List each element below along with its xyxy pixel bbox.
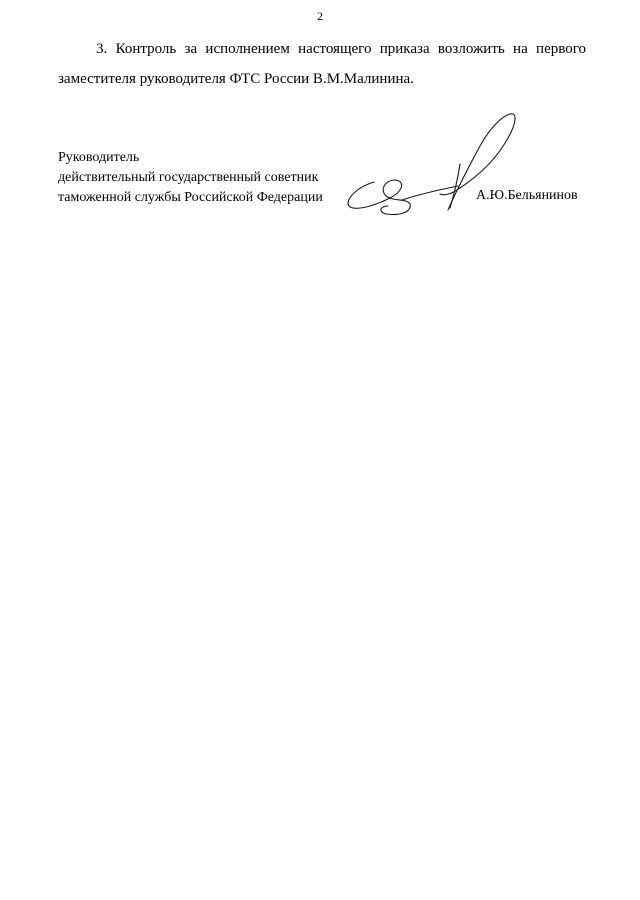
signer-position-line-3: таможенной службы Российской Федерации bbox=[58, 190, 323, 205]
signer-position-line-1: Руководитель bbox=[58, 150, 140, 165]
signer-position-line-2: действительный государственный советник bbox=[58, 170, 319, 185]
signer-name: А.Ю.Бельянинов bbox=[476, 188, 578, 203]
page-number: 2 bbox=[317, 9, 323, 23]
order-paragraph: 3. Контроль за исполнением настоящего приказа возложить на первого заместителя руководителя ФТС России В.М.Малинина. bbox=[58, 41, 586, 87]
